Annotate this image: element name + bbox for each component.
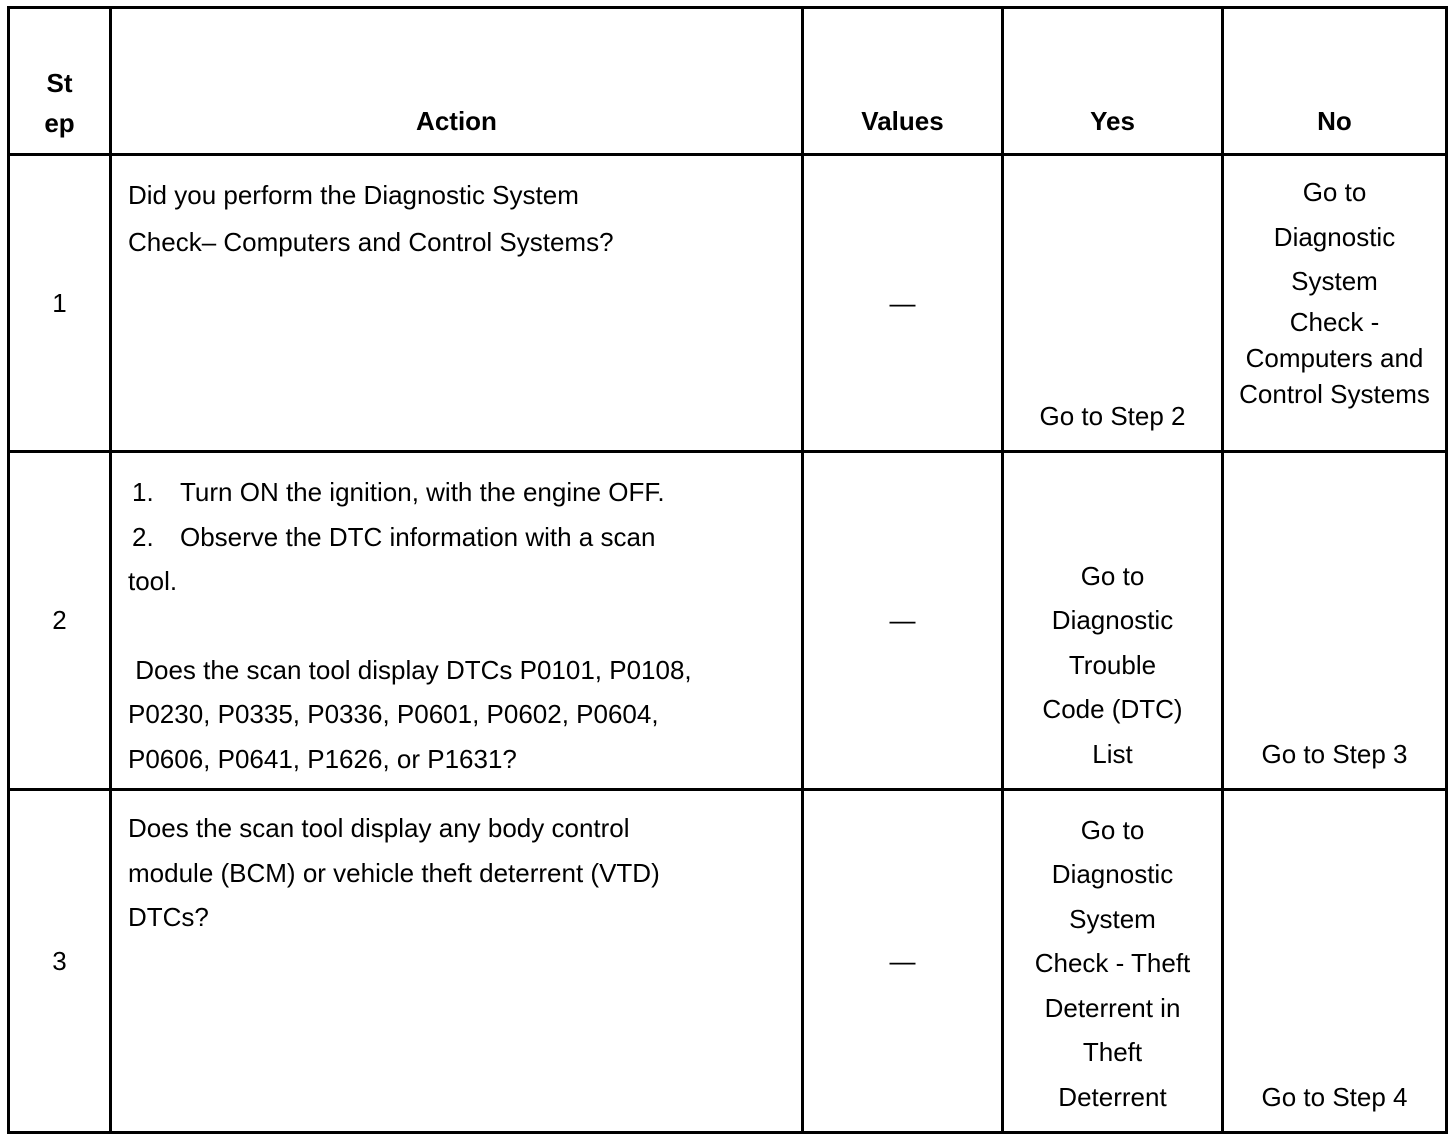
action-line: Does the scan tool display any body control: [128, 813, 630, 843]
step-number: 1: [9, 155, 111, 452]
no-line[interactable]: Diagnostic: [1273, 221, 1396, 252]
list-text: Turn ON the ignition, with the engine OFF.: [180, 477, 665, 507]
action-list-item: [128, 470, 787, 515]
yes-line[interactable]: Diagnostic: [1051, 859, 1174, 889]
values-cell: —: [803, 155, 1003, 452]
yes-line[interactable]: Go to: [1080, 560, 1145, 591]
no-cell: [1223, 452, 1447, 790]
list-number: 1.: [132, 477, 154, 507]
no-link[interactable]: Go to Step 4: [1261, 1081, 1408, 1112]
action-cell: [111, 155, 803, 452]
spacer: [128, 604, 787, 648]
no-link[interactable]: Go to Step 3: [1261, 738, 1408, 769]
yes-line[interactable]: Diagnostic: [1051, 605, 1174, 635]
no-line[interactable]: Go to: [1302, 177, 1367, 207]
header-action: Action: [111, 8, 803, 155]
action-line: tool.: [128, 566, 178, 596]
header-step-line2: ep: [44, 108, 75, 138]
yes-line[interactable]: List: [1092, 738, 1133, 769]
yes-line[interactable]: Go to: [1080, 814, 1145, 845]
yes-line[interactable]: Deterrent in: [1044, 992, 1181, 1023]
action-line: Check– Computers and Control Systems?: [128, 226, 614, 257]
table-row: [9, 790, 1447, 1133]
no-cell: [1223, 790, 1447, 1133]
no-line[interactable]: Computers and: [1245, 342, 1424, 373]
diagnostic-table: [7, 6, 1448, 1134]
header-step-line1: St: [46, 68, 73, 98]
yes-line[interactable]: Theft: [1082, 1037, 1143, 1067]
values-cell: —: [803, 452, 1003, 790]
list-text: Observe the DTC information with a scan: [180, 521, 656, 552]
yes-line[interactable]: System: [1069, 903, 1156, 934]
no-line[interactable]: System: [1291, 266, 1378, 296]
list-number: 2.: [132, 521, 154, 552]
action-line: P0230, P0335, P0336, P0601, P0602, P0604,: [128, 699, 659, 729]
yes-line[interactable]: Code (DTC): [1042, 694, 1183, 724]
header-step: [9, 8, 111, 155]
yes-line[interactable]: Deterrent: [1058, 1081, 1167, 1112]
yes-link[interactable]: Go to Step 2: [1039, 400, 1186, 431]
table-row: [9, 452, 1447, 790]
table-row: [9, 155, 1447, 452]
yes-cell: [1003, 155, 1223, 452]
action-line: P0606, P0641, P1626, or P1631?: [128, 743, 517, 774]
step-number: 3: [9, 790, 111, 1133]
action-line: DTCs?: [128, 902, 209, 932]
yes-cell: [1003, 452, 1223, 790]
action-line: module (BCM) or vehicle theft deterrent (VTD): [128, 857, 660, 888]
header-yes: Yes: [1003, 8, 1223, 155]
action-list-item: [128, 515, 787, 560]
action-cell: [111, 452, 803, 790]
header-values: Values: [803, 8, 1003, 155]
no-line[interactable]: Check -: [1289, 306, 1380, 337]
yes-line[interactable]: Trouble: [1068, 649, 1157, 680]
values-cell: —: [803, 790, 1003, 1133]
action-cell: [111, 790, 803, 1133]
action-line: Does the scan tool display DTCs P0101, P0108,: [128, 654, 692, 685]
header-no: No: [1223, 8, 1447, 155]
yes-cell: [1003, 790, 1223, 1133]
header-row: [9, 8, 1447, 155]
no-cell: [1223, 155, 1447, 452]
no-line[interactable]: Control Systems: [1239, 378, 1430, 409]
yes-line[interactable]: Check - Theft: [1034, 948, 1191, 978]
step-number: 2: [9, 452, 111, 790]
action-line: Did you perform the Diagnostic System: [128, 180, 579, 210]
